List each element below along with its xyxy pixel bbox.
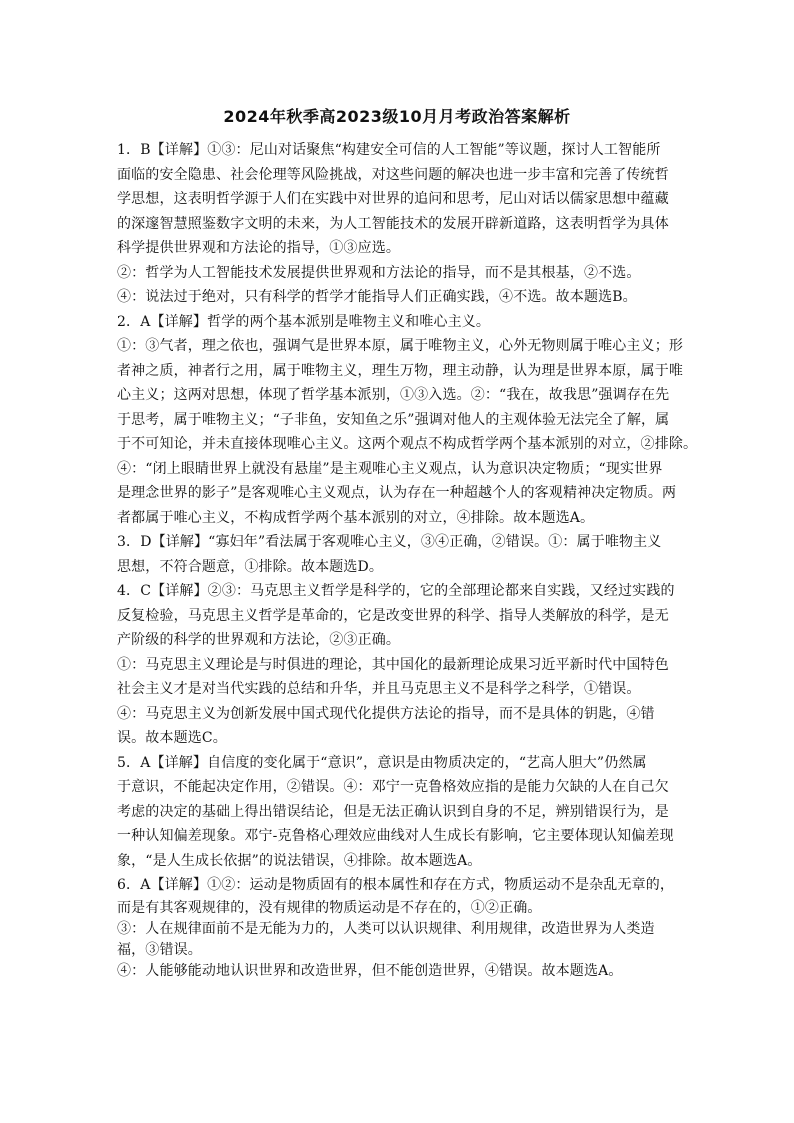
text-line: 者都属于唯心主义，不构成哲学两个基本派别的对立，④排除。故本题选A。 bbox=[117, 509, 595, 526]
text-line: ①：③气者，理之依也，强调气是世界本原，属于唯物主义，心外无物则属于唯心主义；形 bbox=[117, 338, 683, 354]
text-line: 学思想，这表明哲学源于人们在实践中对世界的追问和思考，尼山对话以儒家思想中蕴藏 bbox=[117, 191, 669, 207]
document-body bbox=[117, 138, 698, 982]
text-line: 心主义；这两对思想，体现了哲学基本派别，①③入选。②：“我在，故我思”强调存在先 bbox=[117, 387, 670, 403]
text-line: 4．C【详解】②③：马克思主义哲学是科学的，它的全部理论都来自实践，又经过实践的 bbox=[117, 583, 675, 599]
text-line: ④：马克思主义为创新发展中国式现代化提供方法论的指导，而不是具体的钥匙，④错 bbox=[117, 705, 655, 722]
text-line: ①：马克思主义理论是与时俱进的理论，其中国化的最新理论成果习近平新时代中国特色 bbox=[117, 656, 669, 673]
text-line: 思想，不符合题意，①排除。故本题选D。 bbox=[117, 558, 384, 575]
text-line: 5．A【详解】自信度的变化属于“意识”，意识是由物质决定的，“艺高人胆大”仍然属 bbox=[117, 754, 647, 771]
text-line: 3．D【详解】“寡妇年”看法属于客观唯心主义，③④正确，②错误。①：属于唯物主义 bbox=[117, 534, 662, 550]
text-line: 者神之质，神者行之用，属于唯物主义，理生万物，理主动静，认为理是世界本原，属于唯 bbox=[117, 362, 683, 379]
text-line: 于思考，属于唯物主义；“子非鱼，安知鱼之乐”强调对他人的主观体验无法完全了解，属 bbox=[117, 411, 670, 428]
text-line: 考虑的决定的基础上得出错误结论，但是无法正确认识到自身的不足，辨别错误行为，是 bbox=[117, 803, 669, 820]
text-line: 而是有其客观规律的，没有规律的物质运动是不存在的，①②正确。 bbox=[117, 899, 542, 916]
text-line: 1．B【详解】①③：尼山对话聚焦“构建安全可信的人工智能”等议题，探讨人工智能所 bbox=[117, 142, 661, 158]
text-line: ③：人在规律面前不是无能为力的，人类可以认识规律、利用规律，改造世界为人类造 bbox=[117, 920, 655, 937]
text-line: 象，“是人生成长依据”的说法错误，④排除。故本题选A。 bbox=[117, 852, 482, 869]
text-line: 于不可知论，并未直接体现唯心主义。这两个观点不构成哲学两个基本派别的对立，②排除。 bbox=[117, 436, 698, 452]
text-line: ④：“闭上眼睛世界上就没有悬崖”是主观唯心主义观点，认为意识决定物质；“现实世界 bbox=[117, 460, 663, 477]
text-line: 社会主义才是对当代实践的总结和升华，并且马克思主义不是科学之科学，①错误。 bbox=[117, 681, 641, 697]
text-line: 6．A【详解】①②：运动是物质固有的根本属性和存在方式，物质运动不是杂乱无章的， bbox=[117, 877, 675, 893]
text-line: 的深邃智慧照鉴数字文明的未来，为人工智能技术的发展开辟新道路，这表明哲学为具体 bbox=[117, 215, 669, 232]
text-line: 产阶级的科学的世界观和方法论，②③正确。 bbox=[117, 632, 400, 648]
document-title: 2024年秋季高2023级10月月考政治答案解析 bbox=[223, 107, 571, 126]
text-line: 误。故本题选C。 bbox=[117, 730, 227, 746]
text-line: 反复检验，马克思主义哲学是革命的，它是改变世界的科学、指导人类解放的科学，是无 bbox=[117, 607, 669, 624]
text-line: ④：说法过于绝对，只有科学的哲学才能指导人们正确实践，④不选。故本题选B。 bbox=[117, 289, 637, 305]
text-line: 面临的安全隐患、社会伦理等风险挑战，对这些问题的解决也进一步丰富和完善了传统哲 bbox=[117, 166, 669, 183]
text-line: ④：人能够能动地认识世界和改造世界，但不能创造世界，④错误。故本题选A。 bbox=[117, 962, 623, 979]
text-line: 科学提供世界观和方法论的指导，①③应选。 bbox=[117, 240, 400, 256]
text-line: ②：哲学为人工智能技术发展提供世界观和方法论的指导，而不是其根基，②不选。 bbox=[117, 264, 641, 281]
text-line: 2．A【详解】哲学的两个基本派别是唯物主义和唯心主义。 bbox=[117, 313, 491, 330]
text-line: 是理念世界的影子”是客观唯心主义观点，认为存在一种超越个人的客观精神决定物质。两 bbox=[117, 485, 677, 501]
text-line: 福，③错误。 bbox=[117, 941, 202, 958]
text-line: 于意识，不能起决定作用，②错误。④：邓宁一克鲁格效应指的是能力欠缺的人在自己欠 bbox=[117, 779, 669, 795]
text-line: 一种认知偏差现象。邓宁-克鲁格心理效应曲线对人生成长有影响，它主要体现认知偏差现 bbox=[117, 828, 674, 844]
